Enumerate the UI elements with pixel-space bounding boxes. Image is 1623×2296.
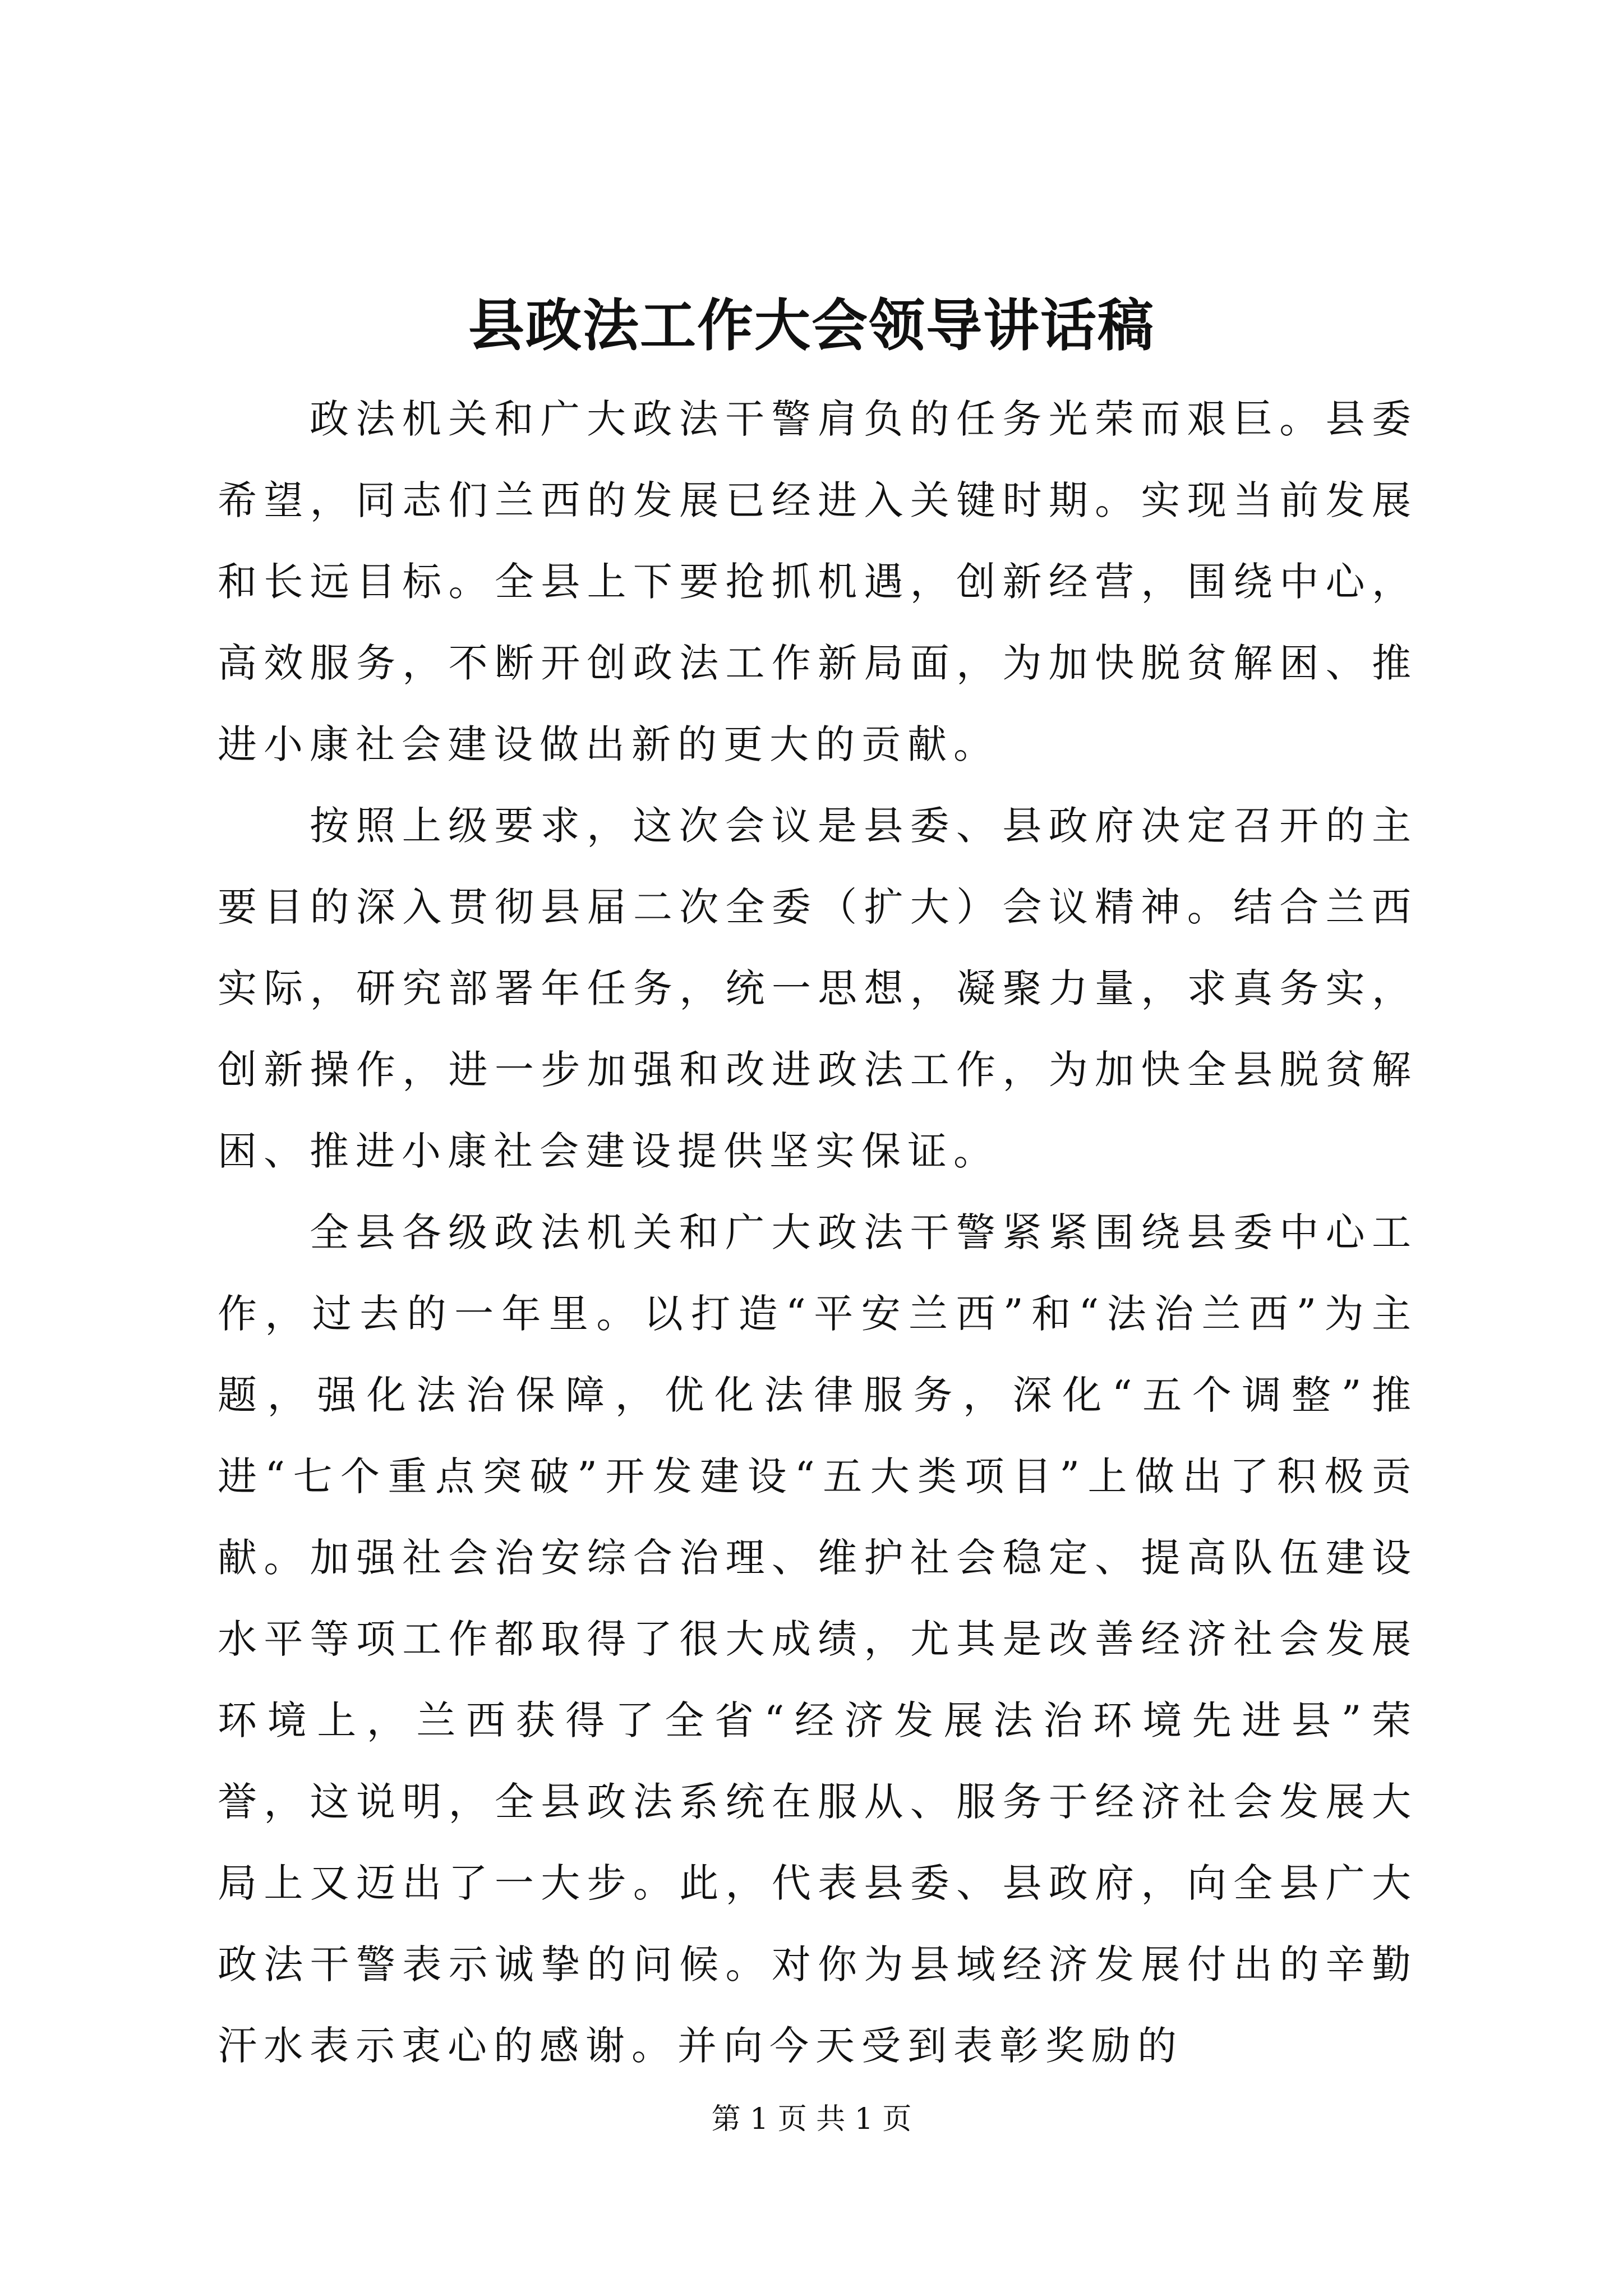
- body-paragraph-3: 全县各级政法机关和广大政法干警紧紧围绕县委中心工作，过去的一年里。以打造“平安兰西”和“法治兰西”为主题，强化法治保障，优化法律服务，深化“五个调整”推进“七个重点突破”开发建设“五大类项目”上做出了积极贡献。加强社会治安综合治理、维护社会稳定、提高队伍建设水平等项工作都取得了很大成绩，尤其是改善经济社会发展环境上，兰西获得了全省“经济发展法治环境先进县”荣誉，这说明，全县政法系统在服从、服务于经济社会发展大局上又迈出了一大步。此，代表县委、县政府，向全县广大政法干警表示诚挚的问候。对你为县域经济发展付出的辛勤汗水表示衷心的感谢。并向今天受到表彰奖励的: [218, 1209, 1418, 2069]
- body-paragraph-1: 政法机关和广大政法干警肩负的任务光荣而艰巨。县委希望，同志们兰西的发展已经进入关键时期。实现当前发展和长远目标。全县上下要抢抓机遇，创新经营，围绕中心，高效服务，不断开创政法工作新局面，为加快脱贫解困、推进小康社会建设做出新的更大的贡献。: [218, 396, 1418, 767]
- document-body: [218, 379, 1418, 2087]
- page-footer: 第 1 页 共 1 页: [711, 2102, 912, 2136]
- body-paragraph-2: 按照上级要求，这次会议是县委、县政府决定召开的主要目的深入贯彻县届二次全委（扩大）会议精神。结合兰西实际，研究部署年任务，统一思想，凝聚力量，求真务实，创新操作，进一步加强和改进政法工作，为加快全县脱贫解困、推进小康社会建设提供坚实保证。: [218, 803, 1418, 1174]
- document-title: 县政法工作大会领导讲话稿: [468, 292, 1155, 358]
